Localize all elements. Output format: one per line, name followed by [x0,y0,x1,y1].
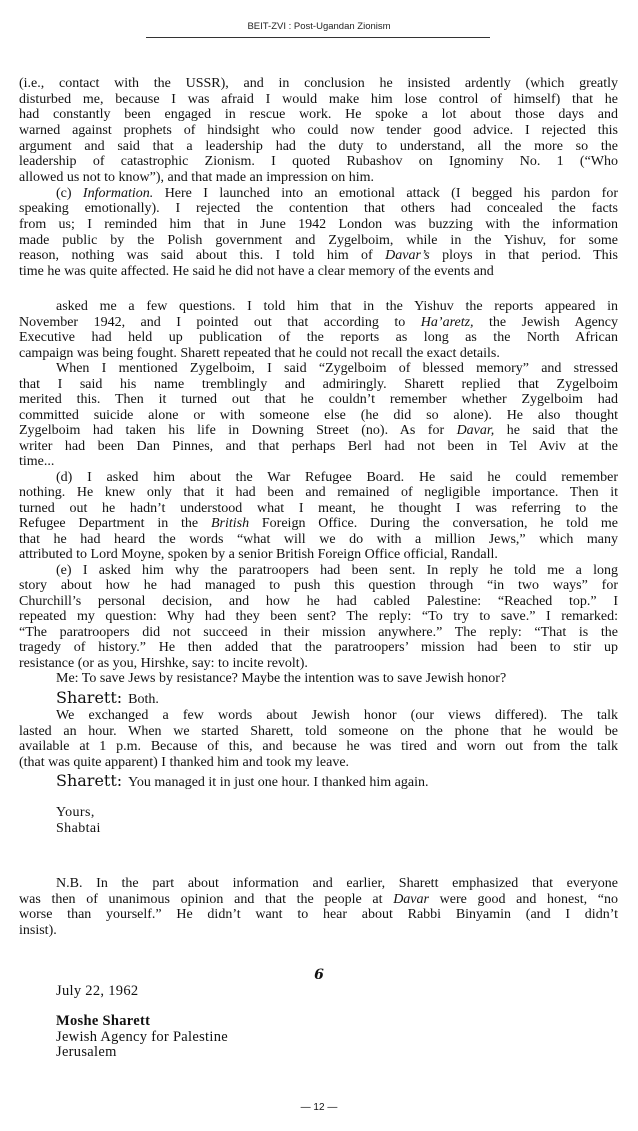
text-run: November 1942, and I pointed out that according to [19,314,421,330]
text-line [19,892,618,908]
text-line: argument and said that a leadership had the duty to understand, all the more so the [19,138,618,154]
text-line: N.B. In the part about information and earlier, Sharett emphasized that everyone [56,876,618,891]
text-line [19,248,618,264]
text-line: that I said his name tremblingly and admiringly. Sharett replied that Zygelboim [19,376,618,392]
letter-number: 6 [314,967,324,983]
text-line: from us; I reminded him that in June 1942 London was buzzing with the information [19,216,618,232]
text-line: “The paratroopers did not succeed in their mission anywhere.” The reply: “That is the [19,624,618,640]
text-line: time he was quite affected. He said he did not have a clear memory of the events and [19,263,494,279]
text-line: (d) I asked him about the War Refugee Board. He said he could remember [56,469,618,485]
text-line: committed suicide alone or with someone else (he did so alone). He also thought [19,407,618,423]
text-line: leadership of catastrophic Zionism. I quoted Rubashov on Ignominy No. 1 (“Who [19,154,618,170]
text-line: lasted an hour. When we started Sharett, told someone on the phone that he would be [19,723,618,739]
text-run: Zygelboim had taken his life in Downing Street (no). As for [19,423,457,438]
text-line: speaking emotionally). I rejected the contention that others had concealed the facts [19,201,618,217]
text-line: disturbed me, because I was afraid I would make him lose control of himself) that he [19,91,618,107]
text-line: turned out he hadn’t understood what I meant, he thought I was referring to the [19,500,618,516]
text-run: Here I launched into an emotional attack (I begged his pardon for [153,185,618,201]
text-line: available at 1 p.m. Because of this, and because he was tired and worn out from the talk [19,739,618,754]
italic-title: Ha’aretz, [420,314,474,330]
text-line: tragedy of history.” He then added that the paratroopers’ mission had been to stir up [19,640,618,655]
text-line: had constantly been engaged in rescue work. He spoke a lot about those days and [19,107,618,123]
text-line: repeated my question: Why had they been sent? The reply: “To try to save.” I remarked: [19,609,618,624]
text-run: was then of unanimous opinion and that the people at [19,891,394,907]
recipient-city: Jerusalem [56,1044,117,1060]
speaker-label: Sharett: [56,688,123,707]
text-line: nothing. He knew only that it had been and remained of negligible importance. Then it [19,485,618,500]
closing [56,805,101,837]
text-line: story about how he had managed to push this question through “in two ways” for [19,578,618,593]
text-line: (e) I asked him why the paratroopers had been sent. In reply he told me a long [56,562,618,578]
text-line [19,516,618,532]
text-section-3 [19,708,618,770]
text-line [19,186,618,202]
italic-title: British [210,516,250,531]
letter-date: July 22, 1962 [56,983,139,999]
italic-title: Information. [82,185,154,201]
text-line: made public by the Polish government and Zygelboim, while in the Yishuv, for some [19,232,618,248]
page-number: — 12 — [300,1102,338,1113]
header-rule [146,37,490,38]
text-section-2 [19,299,618,687]
text-line: campaign was being fought. Sharett repeated that he could not recall the exact details. [19,345,500,361]
text-line [19,423,618,439]
text-line: insist). [19,922,57,938]
text-run: he said that the [494,423,618,438]
recipient-organization: Jewish Agency for Palestine [56,1028,228,1045]
recipient-block [56,1014,228,1061]
text-run: reason, nothing was said about this. I told him of [19,248,386,264]
text-line: that he had heard the words “what will we do with a million Jews,” which many [19,531,618,547]
text-line: Churchill’s personal decision, and how he had cabled Palestine: “Reached top.” I [19,593,618,609]
text-line: (that was quite apparent) I thanked him and took my leave. [19,754,350,770]
text-line: resistance (or as you, Hirshke, say: to incite revolt). [19,655,308,671]
salutation: Yours, [56,805,95,820]
speaker-label: Sharett: [56,771,123,790]
text-line: writer had been Dan Pinnes, and that perhaps Berl had not been in Tel Aviv at the [19,438,618,454]
text-line: time... [19,454,55,469]
text-line: warned against prophets of hindsight who could now tender good advice. I rejected this [19,122,618,138]
text-line: attributed to Lord Moyne, spoken by a senior British Foreign Office official, Randall. [19,547,498,562]
text-run: were good and honest, “no [428,891,618,907]
running-header: BEIT-ZVI : Post-Ugandan Zionism [247,21,391,32]
text-run: Refugee Department in the [19,516,211,531]
dialogue-line [56,688,159,708]
text-line: allowed us not to know”), and that made an impression on him. [19,169,374,185]
text-run: Foreign Office. During the conversation, he told me [249,516,618,531]
text-line: asked me a few questions. I told him that in the Yishuv the reports appeared in [56,299,618,314]
text-line: We exchanged a few words about Jewish honor (our views differed). The talk [56,708,618,723]
italic-title: Davar [393,891,429,907]
dialogue-text: Both. [128,692,159,707]
dialogue-text: You managed it in just one hour. I thanked him again. [128,775,429,790]
text-line: When I mentioned Zygelboim, I said “Zygelboim of blessed memory” and stressed [56,361,618,376]
italic-title: Davar’s [385,248,430,264]
text-line: (i.e., contact with the USSR), and in conclusion he insisted ardently (which greatly [19,76,618,91]
text-line: Me: To save Jews by resistance? Maybe the intention was to save Jewish honor? [56,671,507,686]
text-line: worse than yourself.” He didn’t want to hear about Rabbi Binyamin (and I didn’t [19,907,618,922]
signature: Shabtai [56,821,101,836]
text-section-1 [19,76,618,280]
text-line: Executive had held up publication of the reports as long as the North African [19,330,618,345]
recipient-name: Moshe Sharett [56,1013,151,1029]
text-section-nb [19,876,618,938]
italic-title: Davar, [456,423,495,438]
text-line: merited this. Then it turned out that he couldn’t remember whether Zygelboim had [19,392,618,407]
text-line [19,315,618,331]
dialogue-line [56,771,429,791]
text-run: the Jewish Agency [473,314,618,330]
text-run: (c) [56,185,83,201]
text-run: ploys in that period. This [429,248,618,264]
